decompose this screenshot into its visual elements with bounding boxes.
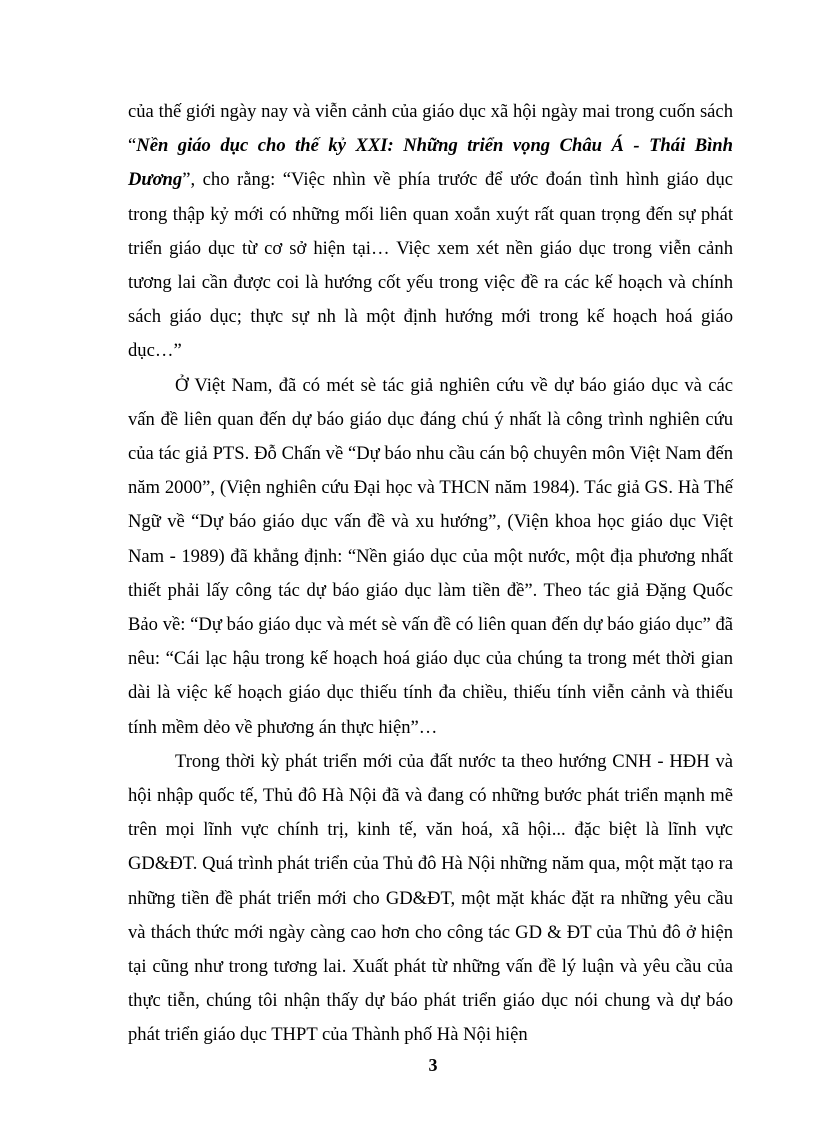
paragraph-2	[128, 369, 733, 745]
paragraph-2-text: Ở Việt Nam, đã có mét sè tác giả nghiên cứu về dự báo giáo dục và các vấn đề liên quan đến dự báo giáo dục đáng chú ý nhất là công trình nghiên cứu của tác giả PTS. Đỗ Chấn về “Dự báo nhu cầu cán bộ chuyên môn Việt Nam đến năm 2000”, (Viện nghiên cứu Đại học và THCN năm 1984). Tác giả GS. Hà Thế Ngữ về “Dự báo giáo dục vấn đề và xu hướng”, (Viện khoa học giáo dục Việt Nam - 1989) đã khẳng định: “Nền giáo dục của một nước, một địa phương nhất thiết phải lấy công tác dự báo giáo dục làm tiền đề”. Theo tác giả Đặng Quốc Bảo về: “Dự báo giáo dục và mét sè vấn đề có liên quan đến dự báo giáo dục” đã nêu: “Cái lạc hậu trong kế hoạch hoá giáo dục của chúng ta trong mét thời gian dài là việc kế hoạch giáo dục thiếu tính đa chiều, thiếu tính viễn cảnh và thiếu tính mềm dẻo về phương án thực hiện”…	[128, 374, 733, 738]
paragraph-1-text-a: của thế giới ngày nay và viễn cảnh của giáo dục xã hội ngày mai trong cuốn sách “	[128, 101, 733, 157]
paragraph-1	[128, 95, 733, 369]
paragraph-1-text-b: ”, cho rằng: “Việc nhìn về phía trước để ước đoán tình hình giáo dục trong thập kỷ mới có những mối liên quan xoắn xuýt rất quan trọng đến sự phát triển giáo dục từ cơ sở hiện tại… Việc xem xét nền giáo dục trong viễn cảnh tương lai cần được coi là hướng cốt yếu trong việc đề ra các kế hoạch và chính sách giáo dục; thực sự nh là một định hướng mới trong kế hoạch hoá giáo dục…”	[128, 169, 733, 362]
book-title: Nền giáo dục cho thế kỷ XXI: Những triển vọng Châu Á - Thái Bình Dương	[128, 135, 733, 191]
body-text	[128, 95, 733, 1053]
page-number: 3	[428, 1055, 438, 1075]
paragraph-3-text: Trong thời kỳ phát triển mới của đất nước ta theo hướng CNH - HĐH và hội nhập quốc tế, Thủ đô Hà Nội đã và đang có những bước phát triển mạnh mẽ trên mọi lĩnh vực chính trị, kinh tế, văn hoá, xã hội... đặc biệt là lĩnh vực GD&ĐT. Quá trình phát triển của Thủ đô Hà Nội những năm qua, một mặt tạo ra những tiền đề phát triển mới cho GD&ĐT, một mặt khác đặt ra những yêu cầu và thách thức mới ngày càng cao hơn cho công tác GD & ĐT của Thủ đô ở hiện tại cũng như trong tương lai. Xuất phát từ những vấn đề lý luận và yêu cầu của thực tiễn, chúng tôi nhận thấy dự báo phát triển giáo dục nói chung và dự báo phát triển giáo dục THPT của Thành phố Hà Nội hiện	[128, 750, 733, 1046]
paragraph-3	[128, 745, 733, 1053]
